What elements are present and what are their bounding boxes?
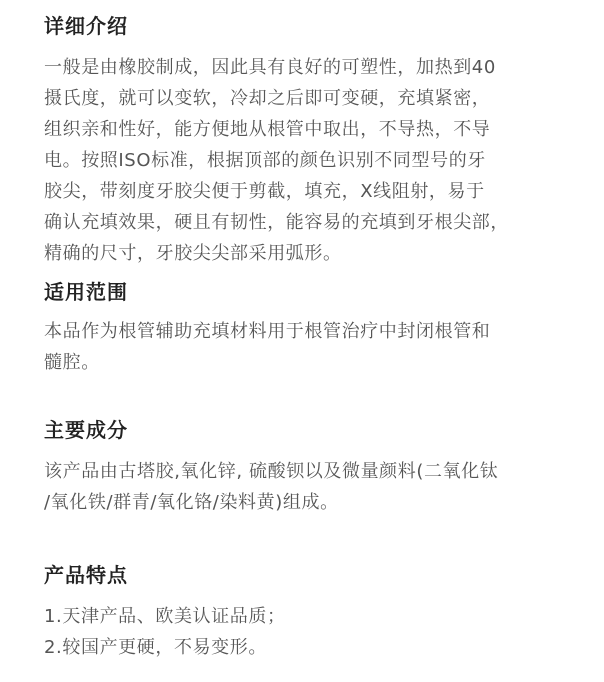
detail-line: 电。按照ISO标准，根据顶部的颜色识别不同型号的牙 xyxy=(44,150,486,171)
ingredients-line: 该产品由古塔胶,氧化锌, 硫酸钡以及微量颜料(二氧化钛 xyxy=(44,461,499,482)
feature-item: 1.天津产品、欧美认证品质； xyxy=(44,606,286,627)
section-title-ingredients: 主要成分 xyxy=(44,418,128,442)
ingredients-paragraph xyxy=(44,456,498,518)
scope-line: 髓腔。 xyxy=(44,352,100,373)
scope-paragraph xyxy=(44,316,490,378)
detail-line: 确认充填效果，硬且有韧性，能容易的充填到牙根尖部， xyxy=(44,212,509,233)
section-title-detail: 详细介绍 xyxy=(44,14,128,38)
detail-paragraph xyxy=(44,52,509,269)
section-title-features: 产品特点 xyxy=(44,563,128,587)
detail-line: 摄氏度，就可以变软，冷却之后即可变硬，充填紧密， xyxy=(44,88,491,109)
features-list xyxy=(44,601,286,663)
detail-line: 胶尖，带刻度牙胶尖便于剪截，填充，X线阻射，易于 xyxy=(44,181,485,202)
detail-line: 一般是由橡胶制成，因此具有良好的可塑性，加热到40 xyxy=(44,57,496,78)
section-title-scope: 适用范围 xyxy=(44,280,128,304)
ingredients-line: /氧化铁/群青/氧化铬/染料黄)组成。 xyxy=(44,492,339,513)
detail-line: 组织亲和性好，能方便地从根管中取出，不导热，不导 xyxy=(44,119,491,140)
detail-line: 精确的尺寸，牙胶尖尖部采用弧形。 xyxy=(44,243,342,264)
feature-item: 2.较国产更硬，不易变形。 xyxy=(44,637,267,658)
scope-line: 本品作为根管辅助充填材料用于根管治疗中封闭根管和 xyxy=(44,321,491,342)
